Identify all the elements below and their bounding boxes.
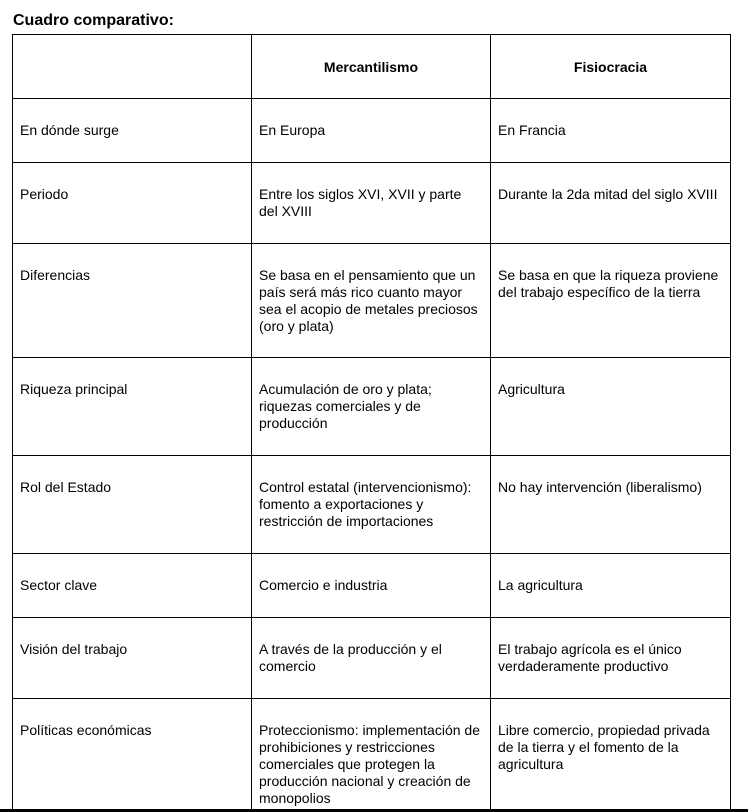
row-label: Sector clave	[13, 554, 252, 618]
cell-fisiocracia: Se basa en que la riqueza proviene del trabajo específico de la tierra	[491, 244, 731, 358]
table-row	[13, 554, 731, 618]
page-title: Cuadro comparativo:	[13, 12, 174, 29]
cell-fisiocracia: Durante la 2da mitad del siglo XVIII	[491, 163, 731, 244]
header-cell-empty	[13, 35, 252, 99]
comparison-table	[12, 34, 731, 811]
cell-mercantilismo: Control estatal (intervencionismo): fomento a exportaciones y restricción de importaciones	[252, 456, 491, 554]
cell-mercantilismo: En Europa	[252, 99, 491, 163]
cell-mercantilismo: Comercio e industria	[252, 554, 491, 618]
table-row	[13, 99, 731, 163]
row-label: Visión del trabajo	[13, 618, 252, 699]
cell-mercantilismo: Acumulación de oro y plata; riquezas comerciales y de producción	[252, 358, 491, 456]
cell-fisiocracia: El trabajo agrícola es el único verdaderamente productivo	[491, 618, 731, 699]
cell-fisiocracia: Libre comercio, propiedad privada de la tierra y el fomento de la agricultura	[491, 699, 731, 811]
table-row	[13, 244, 731, 358]
table-row	[13, 618, 731, 699]
table-row	[13, 358, 731, 456]
header-cell-fisiocracia: Fisiocracia	[491, 35, 731, 99]
table-header-row	[13, 35, 731, 99]
cell-fisiocracia: En Francia	[491, 99, 731, 163]
header-cell-mercantilismo: Mercantilismo	[252, 35, 491, 99]
row-label: Periodo	[13, 163, 252, 244]
cell-mercantilismo: Entre los siglos XVI, XVII y parte del XVIII	[252, 163, 491, 244]
cell-fisiocracia: No hay intervención (liberalismo)	[491, 456, 731, 554]
row-label: Rol del Estado	[13, 456, 252, 554]
table-row	[13, 456, 731, 554]
cell-mercantilismo: A través de la producción y el comercio	[252, 618, 491, 699]
row-label: Riqueza principal	[13, 358, 252, 456]
table-row	[13, 699, 731, 811]
row-label: En dónde surge	[13, 99, 252, 163]
cell-mercantilismo: Proteccionismo: implementación de prohibiciones y restricciones comerciales que protegen la producción nacional y creación de monopolios	[252, 699, 491, 811]
cell-mercantilismo: Se basa en el pensamiento que un país será más rico cuanto mayor sea el acopio de metales preciosos (oro y plata)	[252, 244, 491, 358]
row-label: Diferencias	[13, 244, 252, 358]
row-label: Políticas económicas	[13, 699, 252, 811]
cell-fisiocracia: Agricultura	[491, 358, 731, 456]
table-row	[13, 163, 731, 244]
cell-fisiocracia: La agricultura	[491, 554, 731, 618]
